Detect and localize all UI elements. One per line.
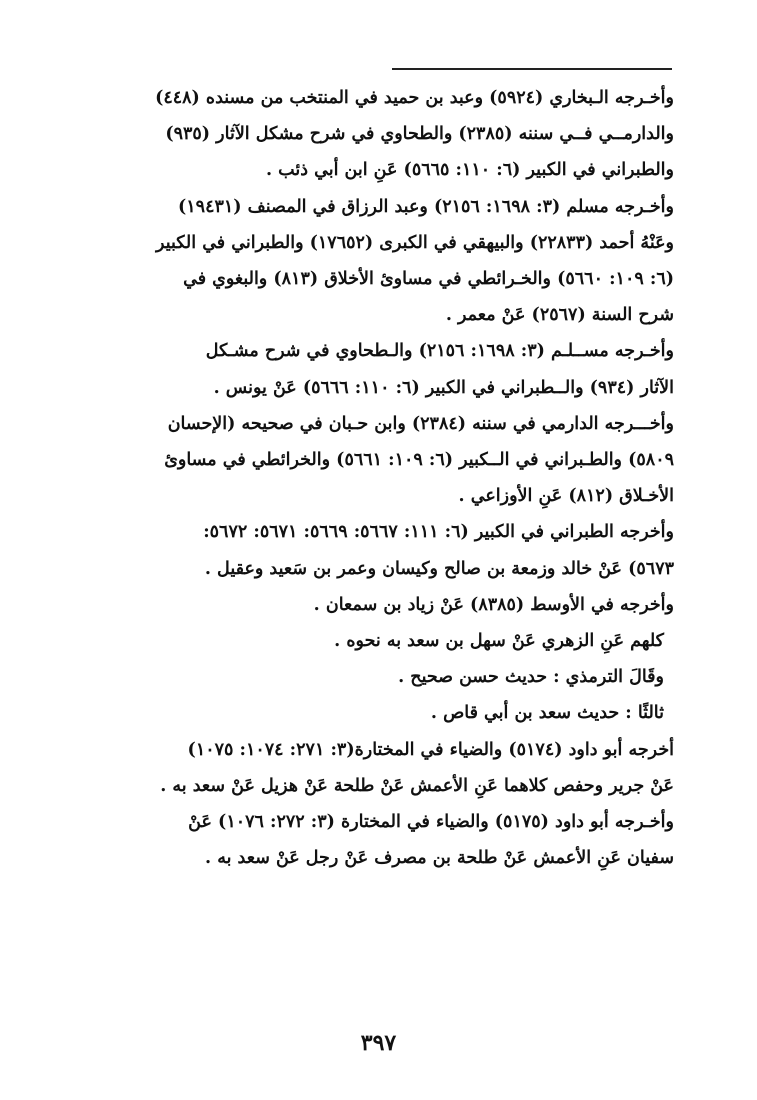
text-line: وأخـرجه مســلـم (٣: ١٦٩٨: ٢١٥٦) والـطحاوي في شرح مشـكل xyxy=(205,341,674,362)
text-line: وأخـرجه الـبخاري (٥٩٢٤) وعبد بن حميد في المنتخب من مسنده (٤٤٨) xyxy=(155,88,674,108)
text-line: وأخرجه الطبراني في الكبير (٦: ١١١: ٥٦٦٧: ٥٦٦٩: ٥٦٧١: ٥٦٧٢: xyxy=(203,522,674,543)
text-line: (٦: ١٠٩: ٥٦٦٠) والخـرائطي في مساوئ الأخلاق (٨١٣) والبغوي في xyxy=(183,269,674,290)
text-line: عَنْ جرير وحفص كلاهما عَنِ الأعمش عَنْ طلحة عَنْ هزيل عَنْ سعد به . xyxy=(160,775,674,796)
footnote-text-block xyxy=(100,80,674,876)
section-heading: ثالثًا : حديث سعد بن أبي قاص . xyxy=(430,703,664,724)
text-line: وقَالَ الترمذي : حديث حسن صحيح . xyxy=(398,667,664,688)
text-line: أخرجه أبو داود (٥١٧٤) والضياء في المختارة(٣: ٢٧١: ١٠٧٤: ١٠٧٥) xyxy=(187,739,674,760)
text-line: والطبراني في الكبير (٦: ١١٠: ٥٦٦٥) عَنِ ابن أبي ذئب . xyxy=(265,160,674,181)
text-line: وعَنْهُ أحمد (٢٢٨٣٣) والبيهقي في الكبرى (١٧٦٥٢) والطبراني في الكبير xyxy=(156,232,674,253)
text-line: وأخـرجه مسلم (٣: ١٦٩٨: ٢١٥٦) وعبد الرزاق في المصنف (١٩٤٣١) xyxy=(177,196,674,217)
text-line: وأخرجه في الأوسط (٨٣٨٥) عَنْ زياد بن سمعان . xyxy=(313,594,674,615)
page-number: ٣٩٧ xyxy=(360,1030,397,1056)
text-line: الآثار (٩٣٤) والــطبراني في الكبير (٦: ١١٠: ٥٦٦٦) عَنْ يونس . xyxy=(213,377,674,398)
text-line: ٥٨٠٩) والطـبراني في الــكبير (٦: ١٠٩: ٥٦٦١) والخرائطي في مساوئ xyxy=(164,450,674,471)
text-line: كلهم عَنِ الزهري عَنْ سهل بن سعد به نحوه . xyxy=(334,631,664,652)
text-line: الأخـلاق (٨١٢) عَنِ الأوزاعي . xyxy=(458,486,674,507)
text-line: سفيان عَنِ الأعمش عَنْ طلحة بن مصرف عَنْ رجل عَنْ سعد به . xyxy=(205,848,674,869)
text-line: والدارمــي فــي سننه (٢٣٨٥) والطحاوي في شرح مشكل الآثار (٩٣٥) xyxy=(165,124,674,145)
text-line: وأخـرجه أبو داود (٥١٧٥) والضياء في المختارة (٣: ٢٧٢: ١٠٧٦) عَنْ xyxy=(188,812,674,833)
text-line: ٥٦٧٣) عَنْ خالد وزمعة بن صالح وكيسان وعمر بن سَعيد وعقيل . xyxy=(204,558,674,579)
footnote-separator-rule xyxy=(392,68,672,70)
text-line: شرح السنة (٢٥٦٧) عَنْ معمر . xyxy=(445,305,674,326)
text-line: وأخـــرجه الدارمي في سننه (٢٣٨٤) وابن حـبان في صحيحه (الإحسان xyxy=(167,413,674,434)
